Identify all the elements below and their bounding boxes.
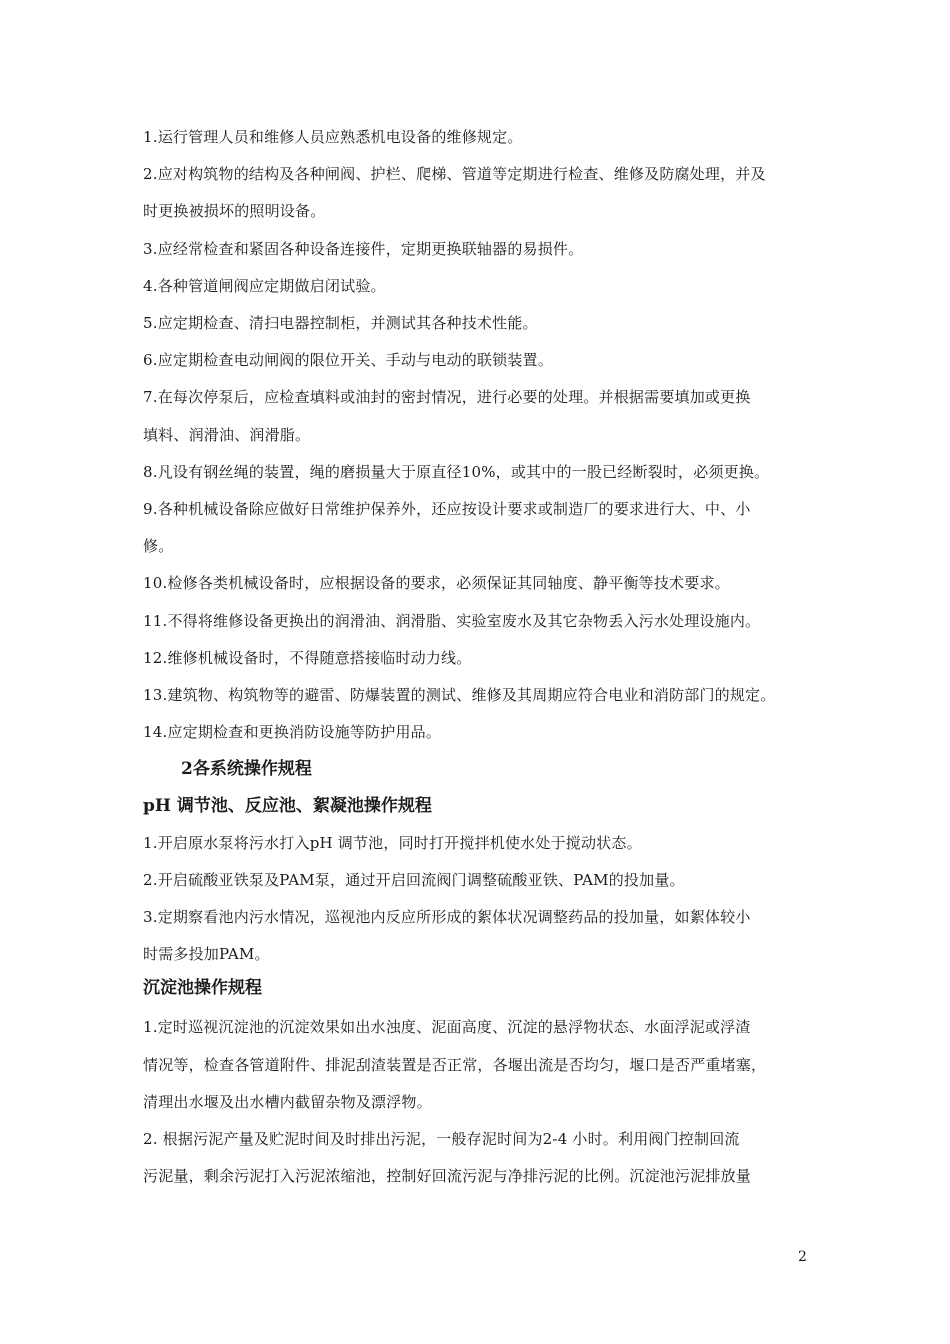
ph-item-1: 1.开启原水泵将污水打入pH 调节池，同时打开搅拌机使水处于搅动状态。 [143,834,642,852]
maintenance-item-12: 12.维修机械设备时，不得随意搭接临时动力线。 [143,649,472,667]
maintenance-item-6: 6.应定期检查电动闸阀的限位开关、手动与电动的联锁装置。 [143,351,553,369]
maintenance-item-1: 1.运行管理人员和维修人员应熟悉机电设备的维修规定。 [143,128,523,146]
maintenance-item-8: 8.凡设有钢丝绳的装置，绳的磨损量大于原直径10%，或其中的一股已经断裂时，必须更换。 [143,463,770,481]
maintenance-item-11: 11.不得将维修设备更换出的润滑油、润滑脂、实验室废水及其它杂物丢入污水处理设施内。 [143,612,761,630]
maintenance-item-4: 4.各种管道闸阀应定期做启闭试验。 [143,277,386,295]
sedimentation-item-1-cont-b: 清理出水堰及出水槽内截留杂物及漂浮物。 [143,1093,432,1111]
maintenance-item-2: 2.应对构筑物的结构及各种闸阀、护栏、爬梯、管道等定期进行检查、维修及防腐处理，并及 [143,165,766,183]
maintenance-item-5: 5.应定期检查、清扫电器控制柜，并测试其各种技术性能。 [143,314,538,332]
maintenance-item-13: 13.建筑物、构筑物等的避雷、防爆装置的测试、维修及其周期应符合电业和消防部门的规定。 [143,686,776,704]
maintenance-item-10: 10.检修各类机械设备时，应根据设备的要求，必须保证其同轴度、静平衡等技术要求。 [143,574,730,592]
sedimentation-item-1-cont-a: 情况等，检查各管道附件、排泥刮渣装置是否正常，各堰出流是否均匀，堰口是否严重堵塞， [143,1056,767,1074]
maintenance-item-2-cont: 时更换被损坏的照明设备。 [143,202,326,220]
ph-section-heading: pH 调节池、反应池、絮凝池操作规程 [143,796,432,816]
sedimentation-item-1: 1.定时巡视沉淀池的沉淀效果如出水浊度、泥面高度、沉淀的悬浮物状态、水面浮泥或浮渣 [143,1018,751,1036]
page-number: 2 [798,1249,807,1265]
maintenance-item-7: 7.在每次停泵后，应检查填料或油封的密封情况，进行必要的处理。并根据需要填加或更换 [143,388,751,406]
section-2-heading: 2各系统操作规程 [181,759,312,779]
maintenance-item-9: 9.各种机械设备除应做好日常维护保养外，还应按设计要求或制造厂的要求进行大、中、小 [143,500,751,518]
maintenance-item-3: 3.应经常检查和紧固各种设备连接件，定期更换联轴器的易损件。 [143,240,584,258]
maintenance-item-14: 14.应定期检查和更换消防设施等防护用品。 [143,723,442,741]
sedimentation-item-2: 2. 根据污泥产量及贮泥时间及时排出污泥，一般存泥时间为2-4 小时。利用阀门控制回流 [143,1130,740,1148]
sedimentation-heading: 沉淀池操作规程 [143,978,262,998]
ph-item-2: 2.开启硫酸亚铁泵及PAM泵，通过开启回流阀门调整硫酸亚铁、PAM的投加量。 [143,871,685,889]
maintenance-item-7-cont: 填料、润滑油、润滑脂。 [143,426,311,444]
ph-item-3: 3.定期察看池内污水情况，巡视池内反应所形成的絮体状况调整药品的投加量，如絮体较小 [143,908,751,926]
sedimentation-item-2-cont: 污泥量，剩余污泥打入污泥浓缩池，控制好回流污泥与净排污泥的比例。沉淀池污泥排放量 [143,1167,752,1185]
maintenance-item-9-cont: 修。 [143,537,174,555]
ph-item-3-cont: 时需多投加PAM。 [143,945,270,963]
